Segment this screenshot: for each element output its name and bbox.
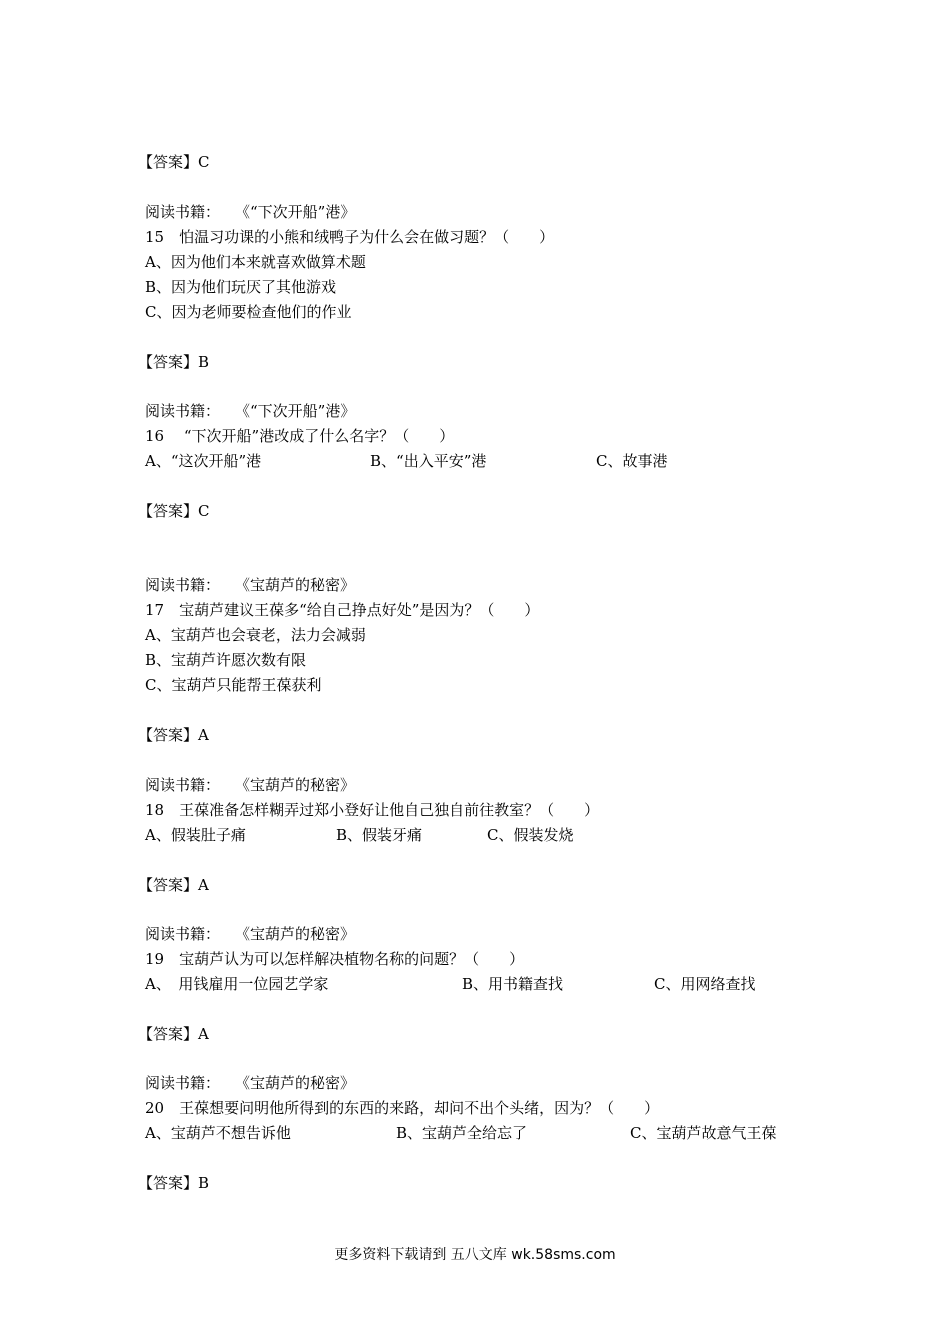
option-q19-b: B、用书籍查找 [462,975,564,993]
book-q19: 阅读书籍： 《宝葫芦的秘密》 [145,925,356,943]
option-q15-c: C、因为老师要检查他们的作业 [145,303,352,321]
answer-q15: 【答案】B [138,353,210,371]
option-q20-a: A、宝葫芦不想告诉他 [145,1124,291,1142]
option-q17-a: A、宝葫芦也会衰老，法力会减弱 [145,626,366,644]
question-q15: 15 怕温习功课的小熊和绒鸭子为什么会在做习题？（ ） [145,228,555,246]
answer-q19: 【答案】A [138,1025,209,1043]
question-q18: 18 王葆准备怎样糊弄过郑小登好让他自己独自前往教室？（ ） [145,801,600,819]
option-q18-a: A、假装肚子痛 [145,826,246,844]
answer-q20: 【答案】B [138,1174,210,1192]
option-q18-c: C、假装发烧 [487,826,574,844]
option-q16-c: C、故事港 [596,452,668,470]
question-q16: 16 “下次开船”港改成了什么名字？（ ） [145,427,455,445]
answer-q17: 【答案】A [138,726,209,744]
question-q17: 17 宝葫芦建议王葆多“给自己挣点好处”是因为？（ ） [145,601,540,619]
answer-q18: 【答案】A [138,876,209,894]
option-q20-b: B、宝葫芦全给忘了 [396,1124,528,1142]
option-q17-c: C、宝葫芦只能帮王葆获利 [145,676,322,694]
book-q20: 阅读书籍： 《宝葫芦的秘密》 [145,1074,356,1092]
option-q17-b: B、宝葫芦许愿次数有限 [145,651,307,669]
option-q15-a: A、因为他们本来就喜欢做算术题 [145,253,366,271]
option-q15-b: B、因为他们玩厌了其他游戏 [145,278,337,296]
footer-text: 更多资料下载请到 五八文库 wk.58sms.com [334,1247,616,1263]
option-q20-c: C、宝葫芦故意气王葆 [630,1124,777,1142]
option-q16-b: B、“出入平安”港 [370,452,487,470]
book-q17: 阅读书籍： 《宝葫芦的秘密》 [145,576,356,594]
option-q19-c: C、用网络查找 [654,975,756,993]
answer-q16: 【答案】C [138,502,210,520]
option-q16-a: A、“这次开船”港 [145,452,262,470]
book-q16: 阅读书籍： 《“下次开船”港》 [145,402,356,420]
question-q20: 20 王葆想要问明他所得到的东西的来路，却问不出个头绪，因为？（ ） [145,1099,660,1117]
book-q15: 阅读书籍： 《“下次开船”港》 [145,203,356,221]
question-q19: 19 宝葫芦认为可以怎样解决植物名称的问题？（ ） [145,950,525,968]
book-q18: 阅读书籍： 《宝葫芦的秘密》 [145,776,356,794]
answer-q14: 【答案】C [138,153,210,171]
option-q18-b: B、假装牙痛 [336,826,423,844]
option-q19-a: A、 用钱雇用一位园艺学家 [145,975,329,993]
